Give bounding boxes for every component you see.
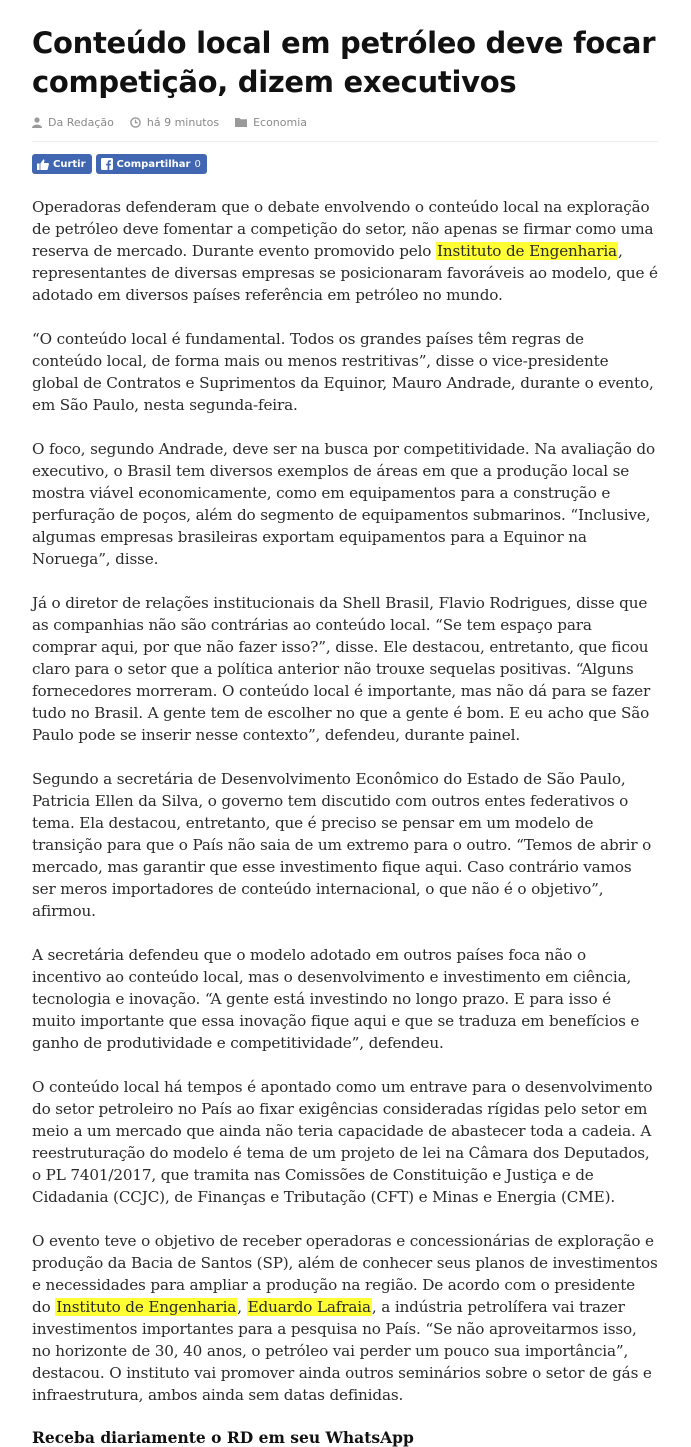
like-button[interactable] (32, 154, 92, 174)
instituto-engenharia-link-2[interactable]: Instituto de Engenharia (56, 1298, 237, 1316)
paragraph-6: A secretária defendeu que o modelo adotado em outros países foca não o incentivo ao conteúdo local, mas o desenvolvimento e investimento em ciência, tecnologia e inovação. “A gente está investindo no longo prazo. E para isso é muito importante que essa inovação fique aqui e que se traduza em benefícios e ganho de produtividade e competitividade”, defendeu. (32, 946, 640, 1052)
whatsapp-cta[interactable]: Receba diariamente o RD em seu WhatsApp (32, 1428, 414, 1447)
eduardo-lafraia-link[interactable]: Eduardo Lafraia (247, 1298, 371, 1316)
author-name[interactable]: Da Redação (48, 115, 114, 129)
article-meta (32, 113, 658, 142)
like-label: Curtir (53, 158, 86, 170)
share-label: Compartilhar (116, 158, 191, 170)
article-body (32, 196, 658, 1447)
social-buttons (32, 154, 658, 174)
paragraph-1: Operadoras defenderam que o debate envolvendo o conteúdo local na exploração de petróleo deve fomentar a competição do setor, não apenas se firmar como uma reserva de mercado. Durante evento promovido pelo Instituto de Engenharia, representantes de diversas empresas se posicionaram favoráveis ao modelo, que é adotado em diversos países referência em petróleo no mundo. (32, 198, 658, 304)
paragraph-4: Já o diretor de relações institucionais da Shell Brasil, Flavio Rodrigues, disse que as companhias não são contrárias ao conteúdo local. “Se tem espaço para comprar aqui, por que não fazer isso?”, disse. Ele destacou, entretanto, que ficou claro para o setor que a política anterior não trouxe sequelas positivas. “Alguns fornecedores morreram. O conteúdo local é importante, mas não dá para se fazer tudo no Brasil. A gente tem de escolher no que a gente é bom. E eu acho que São Paulo pode se inserir nesse contexto”, defendeu, durante painel. (32, 594, 651, 744)
time-meta (130, 116, 219, 129)
share-button[interactable] (96, 154, 207, 174)
category-meta[interactable] (235, 116, 307, 129)
paragraph-2: “O conteúdo local é fundamental. Todos os grandes países têm regras de conteúdo local, de forma mais ou menos restritivas”, disse o vice-presidente global de Contratos e Suprimentos da Equinor, Mauro Andrade, durante o evento, em São Paulo, nesta segunda-feira. (32, 330, 654, 414)
folder-icon (235, 117, 247, 127)
thumbs-up-icon (37, 159, 49, 170)
article-title: Conteúdo local em petróleo deve focar competição, dizem executivos (32, 26, 656, 99)
user-icon (32, 117, 42, 128)
category-link[interactable]: Economia (253, 115, 308, 129)
facebook-icon (101, 158, 113, 170)
paragraph-3: O foco, segundo Andrade, deve ser na busca por competitividade. Na avaliação do executivo, o Brasil tem diversos exemplos de áreas em que a produção local se mostra viável economicamente, como em equipamentos para a construção e perfuração de poços, além do segmento de equipamentos submarinos. “Inclusive, algumas empresas brasileiras exportam equipamentos para a Equinor na Noruega”, disse. (32, 440, 655, 568)
instituto-engenharia-link[interactable]: Instituto de Engenharia (436, 242, 617, 260)
paragraph-5: Segundo a secretária de Desenvolvimento Econômico do Estado de São Paulo, Patricia Ellen da Silva, o governo tem discutido com outros entes federativos o tema. Ela destacou, entretanto, que é preciso se pensar em um modelo de transição para que o País não saia de um extremo para o outro. “Temos de abrir o mercado, mas garantir que esse investimento fique aqui. Caso contrário vamos ser meros importadores de conteúdo internacional, o que não é o objetivo”, afirmou. (32, 770, 652, 920)
clock-icon (130, 117, 141, 128)
paragraph-7: O conteúdo local há tempos é apontado como um entrave para o desenvolvimento do setor petroleiro no País ao fixar exigências consideradas rígidas pelo setor em meio a um mercado que ainda não teria capacidade de abastecer toda a cadeia. A reestruturação do modelo é tema de um projeto de lei na Câmara dos Deputados, o PL 7401/2017, que tramita nas Comissões de Constituição e Justiça e de Cidadania (CCJC), de Finanças e Tributação (CFT) e Minas e Energia (CME). (32, 1078, 653, 1206)
share-count: 0 (194, 158, 201, 170)
paragraph-8: O evento teve o objetivo de receber operadoras e concessionárias de exploração e produção da Bacia de Santos (SP), além de conhecer seus planos de investimentos e necessidades para ampliar a produção na região. De acordo com o presidente do Instituto de Engenharia, Eduardo Lafraia, a indústria petrolífera vai trazer investimentos importantes para a pesquisa no País. “Se não aproveitarmos isso, no horizonte de 30, 40 anos, o petróleo vai perder um pouco sua importância”, destacou. O instituto vai promover ainda outros seminários sobre o setor de gás e infraestrutura, ambos ainda sem datas definidas. (32, 1232, 658, 1404)
publish-time: há 9 minutos (146, 115, 220, 129)
author-meta[interactable] (32, 116, 114, 129)
